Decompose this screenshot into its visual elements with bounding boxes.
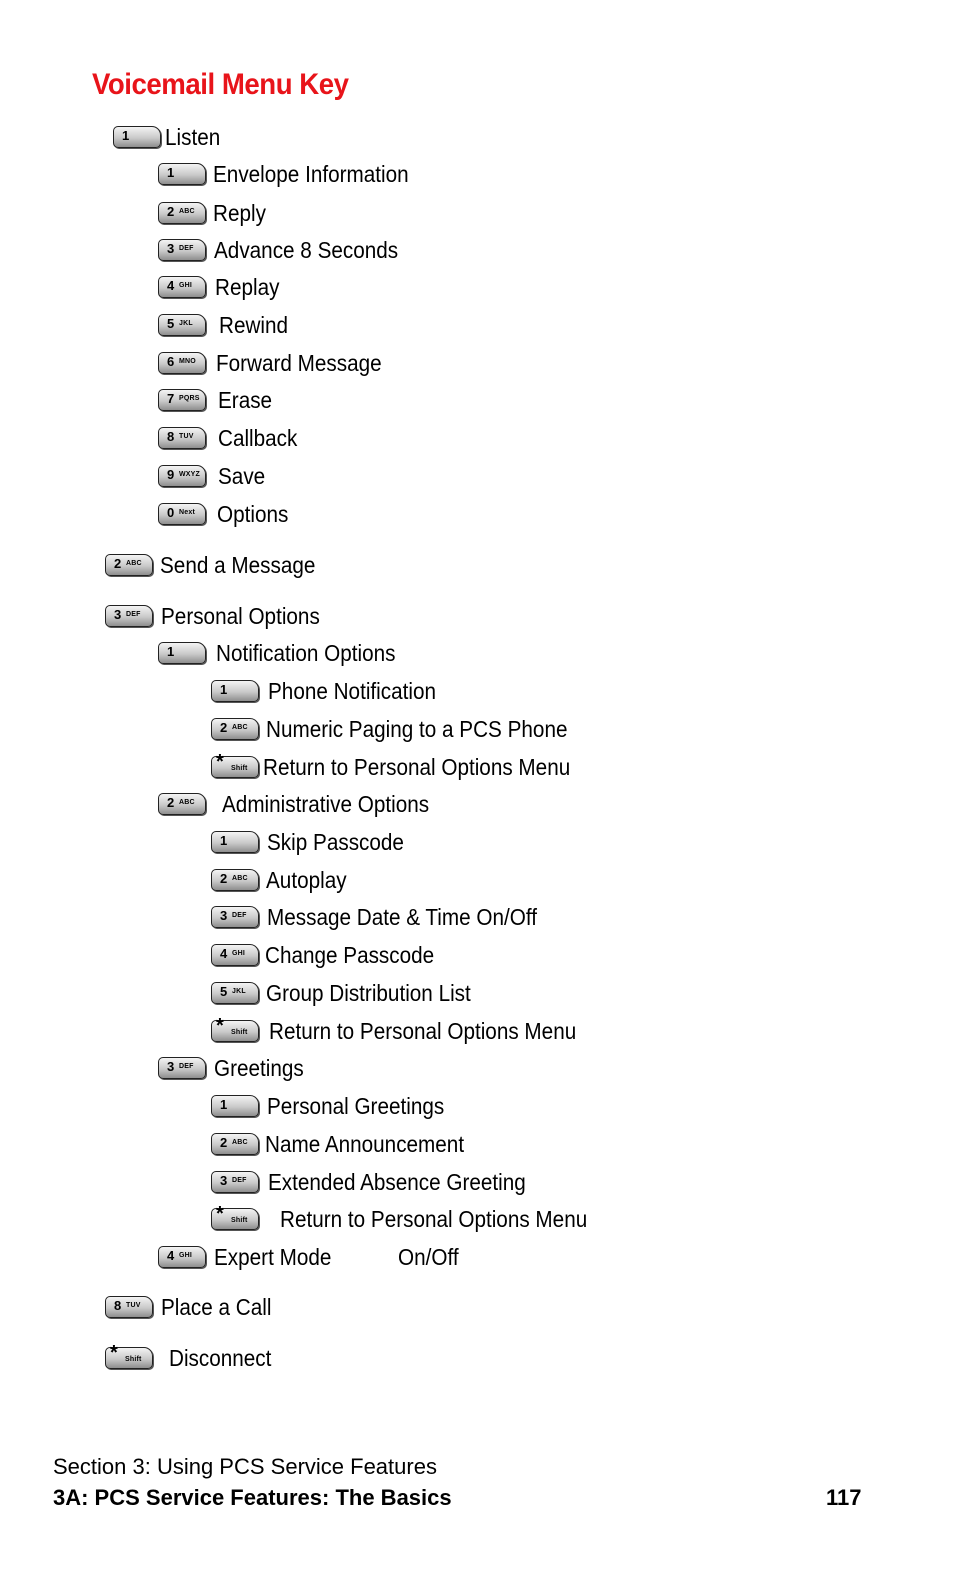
- menu-item-rewind: [158, 310, 296, 340]
- menu-item-label: Change Passcode: [265, 942, 435, 968]
- key-1-icon: 1: [158, 163, 206, 185]
- menu-item-label: Replay: [215, 274, 280, 300]
- menu-item-label: Numeric Paging to a PCS Phone: [266, 716, 568, 742]
- menu-item-label: Advance 8 Seconds: [214, 237, 399, 263]
- menu-item-greetings: [158, 1053, 314, 1083]
- menu-item-label: Rewind: [219, 312, 289, 338]
- page-title: Voicemail Menu Key: [92, 68, 349, 101]
- menu-item-date-time: [211, 902, 567, 932]
- key-3-icon: 3 DEF: [158, 239, 206, 261]
- menu-item-name-announcement: [211, 1129, 486, 1159]
- menu-item-label: Erase: [218, 387, 273, 413]
- menu-item-listen: [113, 122, 226, 152]
- menu-item-label: Administrative Options: [222, 791, 430, 817]
- key-2-icon: 2 ABC: [158, 793, 206, 815]
- menu-item-label: Greetings: [214, 1055, 304, 1081]
- key-3-icon: 3 DEF: [105, 605, 153, 627]
- key-4-icon: 4 GHI: [158, 276, 206, 298]
- menu-item-label: Group Distribution List: [266, 980, 471, 1006]
- menu-item-advance: [158, 235, 419, 265]
- menu-item-envelope: [158, 159, 430, 189]
- menu-item-label: Skip Passcode: [267, 829, 404, 855]
- menu-item-autoplay: [211, 865, 356, 895]
- menu-item-label: Save: [218, 463, 266, 489]
- key-star-icon: * Shift: [211, 756, 259, 778]
- menu-item-save: [158, 461, 270, 491]
- key-3-icon: 3 DEF: [158, 1057, 206, 1079]
- key-4-icon: 4 GHI: [158, 1246, 206, 1268]
- menu-item-label: Envelope Information: [213, 161, 409, 187]
- key-1-icon: 1: [211, 831, 259, 853]
- menu-item-skip-passcode: [211, 827, 419, 857]
- menu-item-value: On/Off: [398, 1244, 459, 1270]
- menu-item-label: Place a Call: [161, 1294, 272, 1320]
- key-1-icon: 1: [158, 642, 206, 664]
- key-4-icon: 4 GHI: [211, 944, 259, 966]
- key-9-icon: 9 WXYZ: [158, 465, 206, 487]
- menu-item-label: Expert Mode: [214, 1244, 332, 1270]
- key-1-icon: 1: [211, 1095, 259, 1117]
- menu-item-label: Notification Options: [216, 640, 396, 666]
- key-0-icon: 0 Next: [158, 503, 206, 525]
- menu-item-numeric-paging: [211, 714, 601, 744]
- menu-item-forward: [158, 348, 400, 378]
- menu-item-group-list: [211, 978, 494, 1008]
- menu-item-label: Options: [217, 501, 289, 527]
- menu-item-label: Callback: [218, 425, 298, 451]
- key-2-icon: 2 ABC: [105, 554, 153, 576]
- page-number: 117: [826, 1485, 862, 1510]
- menu-item-label: Phone Notification: [268, 678, 437, 704]
- menu-item-phone-notification: [211, 676, 455, 706]
- menu-item-return-personal-options: [211, 1016, 610, 1046]
- key-3-icon: 3 DEF: [211, 906, 259, 928]
- footer-section: Section 3: Using PCS Service Features: [53, 1454, 437, 1479]
- key-7-icon: 7 PQRS: [158, 389, 206, 411]
- menu-item-disconnect: [105, 1343, 283, 1373]
- key-8-icon: 8 TUV: [158, 427, 206, 449]
- menu-item-reply: [158, 198, 272, 228]
- menu-item-replay: [158, 272, 287, 302]
- key-1-icon: 1: [211, 680, 259, 702]
- menu-item-place-call: [105, 1292, 284, 1322]
- menu-item-label: Return to Personal Options Menu: [280, 1206, 588, 1232]
- menu-item-label: Extended Absence Greeting: [268, 1169, 526, 1195]
- key-2-icon: 2 ABC: [211, 869, 259, 891]
- menu-item-extended-absence: [211, 1167, 554, 1197]
- menu-item-admin-options: [158, 789, 452, 819]
- menu-item-options: [158, 499, 296, 529]
- menu-item-label: Message Date & Time On/Off: [267, 904, 537, 930]
- key-5-icon: 5 JKL: [211, 982, 259, 1004]
- menu-item-label: Personal Greetings: [267, 1093, 445, 1119]
- key-6-icon: 6 MNO: [158, 352, 206, 374]
- key-2-icon: 2 ABC: [211, 1133, 259, 1155]
- key-2-icon: 2 ABC: [158, 202, 206, 224]
- menu-item-send-message: [105, 550, 333, 580]
- menu-item-label: Autoplay: [266, 867, 347, 893]
- menu-item-erase: [158, 385, 278, 415]
- menu-item-return-personal-options: [211, 1204, 621, 1234]
- menu-item-callback: [158, 423, 306, 453]
- menu-item-label: Return to Personal Options Menu: [263, 754, 571, 780]
- menu-item-expert-mode: [158, 1242, 344, 1272]
- menu-item-return-personal-options: [211, 752, 604, 782]
- menu-item-label: Disconnect: [169, 1345, 272, 1371]
- key-1-icon: 1: [113, 126, 161, 148]
- key-star-icon: * Shift: [211, 1208, 259, 1230]
- menu-item-notification-options: [158, 638, 415, 668]
- key-2-icon: 2 ABC: [211, 718, 259, 740]
- key-star-icon: * Shift: [211, 1020, 259, 1042]
- key-8-icon: 8 TUV: [105, 1296, 153, 1318]
- menu-item-label: Personal Options: [161, 603, 320, 629]
- key-5-icon: 5 JKL: [158, 314, 206, 336]
- menu-item-label: Name Announcement: [265, 1131, 465, 1157]
- expert-mode-value: [398, 1242, 465, 1272]
- menu-item-personal-options: [105, 601, 337, 631]
- footer-chapter: 3A: PCS Service Features: The Basics: [53, 1485, 452, 1510]
- menu-item-label: Forward Message: [216, 350, 382, 376]
- menu-item-label: Listen: [165, 124, 221, 150]
- key-star-icon: * Shift: [105, 1347, 153, 1369]
- key-3-icon: 3 DEF: [211, 1171, 259, 1193]
- menu-item-label: Return to Personal Options Menu: [269, 1018, 577, 1044]
- menu-item-label: Send a Message: [160, 552, 316, 578]
- menu-item-label: Reply: [213, 200, 266, 226]
- menu-item-personal-greetings: [211, 1091, 464, 1121]
- menu-item-change-passcode: [211, 940, 453, 970]
